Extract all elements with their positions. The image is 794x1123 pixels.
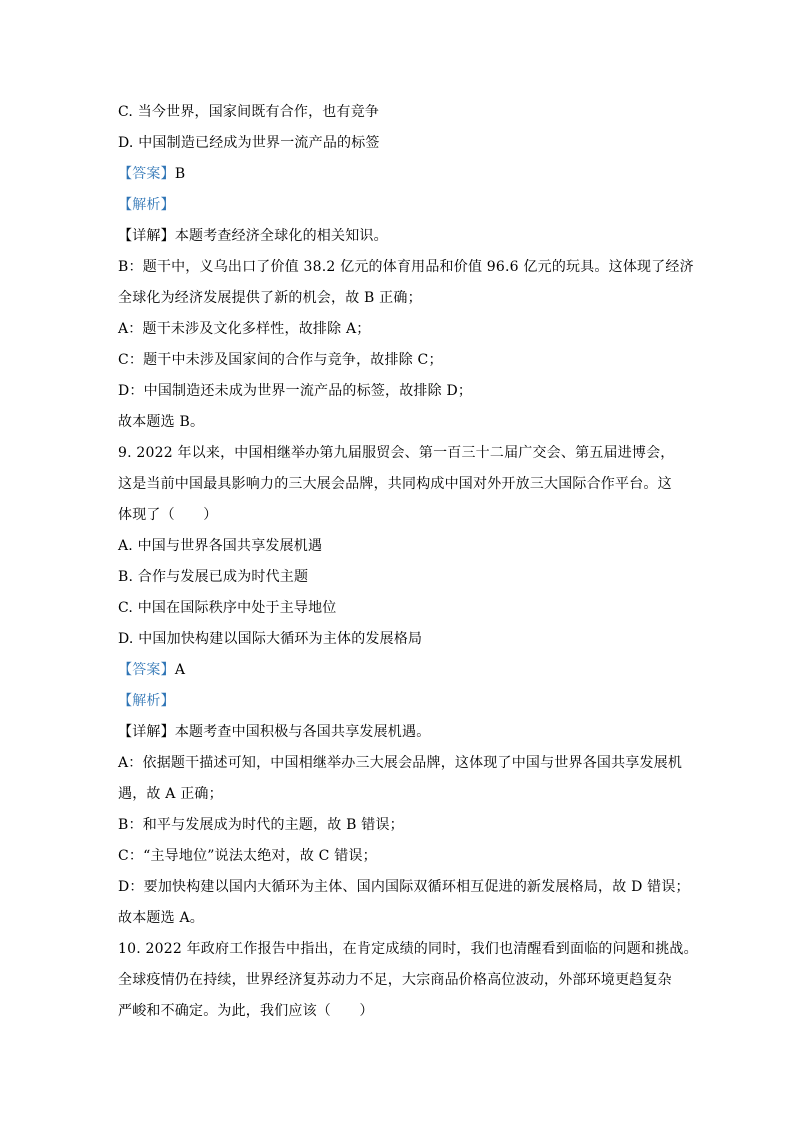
option-d: D. 中国制造已经成为世界一流产品的标签 [118,135,380,151]
answer-label: 【答案】 [118,166,175,182]
explanation-text: 遇，故 A 正确； [118,786,223,802]
explanation-text: D：要加快构建以国内大循环为主体、国内国际双循环相互促进的新发展格局，故 D 错误； [118,879,690,895]
explanation-line: 【详解】本题考查经济全球化的相关知识。 [118,228,388,244]
conclusion-line: 故本题选 A。 [118,910,204,926]
answer-label: 【答案】 [118,662,175,678]
explanation-text: A：题干未涉及文化多样性，故排除 A； [118,321,371,337]
question-9-text: 体现了（ ） [118,507,218,523]
option-c: C. 当今世界，国家间既有合作，也有竞争 [118,104,380,120]
explanation-line: 【详解】本题考查中国积极与各国共享发展机遇。 [118,724,431,740]
answer-line: 【答案】A [118,662,186,678]
question-9-text: 这是当前中国最具影响力的三大展会品牌，共同构成中国对外开放三大国际合作平台。这 [118,476,672,492]
explanation-text: 全球化为经济发展提供了新的机会，故 B 正确； [118,290,422,306]
option-b: B. 合作与发展已成为时代主题 [118,569,309,585]
option-a: A. 中国与世界各国共享发展机遇 [118,538,323,554]
analysis-label: 【解析】 [118,197,175,213]
option-c: C. 中国在国际秩序中处于主导地位 [118,600,337,616]
explanation-text: B：题干中，义乌出口了价值 38.2 亿元的体育用品和价值 96.6 亿元的玩具。这体现了经济 [118,259,694,275]
question-10-text: 严峻和不确定。为此，我们应该（ ） [118,1003,374,1019]
question-9-text: 9. 2022 年以来，中国相继举办第九届服贸会、第一百三十二届广交会、第五届进博会， [118,445,675,461]
explanation-text: C：题干中未涉及国家间的合作与竞争，故排除 C； [118,352,443,368]
question-10-text: 10. 2022 年政府工作报告中指出，在肯定成绩的同时，我们也清醒看到面临的问题和挑战。 [118,941,698,957]
analysis-label-line [118,195,698,215]
conclusion-line: 故本题选 B。 [118,414,205,430]
explanation-label: 【详解】 [118,228,175,244]
question-10-text: 全球疫情仍在持续，世界经济复苏动力不足，大宗商品价格高位波动，外部环境更趋复杂 [118,972,672,988]
option-d: D. 中国加快构建以国际大循环为主体的发展格局 [118,631,423,647]
analysis-label-line [118,691,698,711]
explanation-text: A：依据题干描述可知，中国相继举办三大展会品牌，这体现了中国与世界各国共享发展机 [118,755,683,771]
explanation-text: C：“主导地位”说法太绝对，故 C 错误； [118,848,377,864]
explanation-text: D：中国制造还未成为世界一流产品的标签，故排除 D； [118,383,473,399]
analysis-label: 【解析】 [118,693,175,709]
explanation-text: B：和平与发展成为时代的主题，故 B 错误； [118,817,404,833]
answer-line: 【答案】B [118,166,186,182]
explanation-label: 【详解】 [118,724,175,740]
